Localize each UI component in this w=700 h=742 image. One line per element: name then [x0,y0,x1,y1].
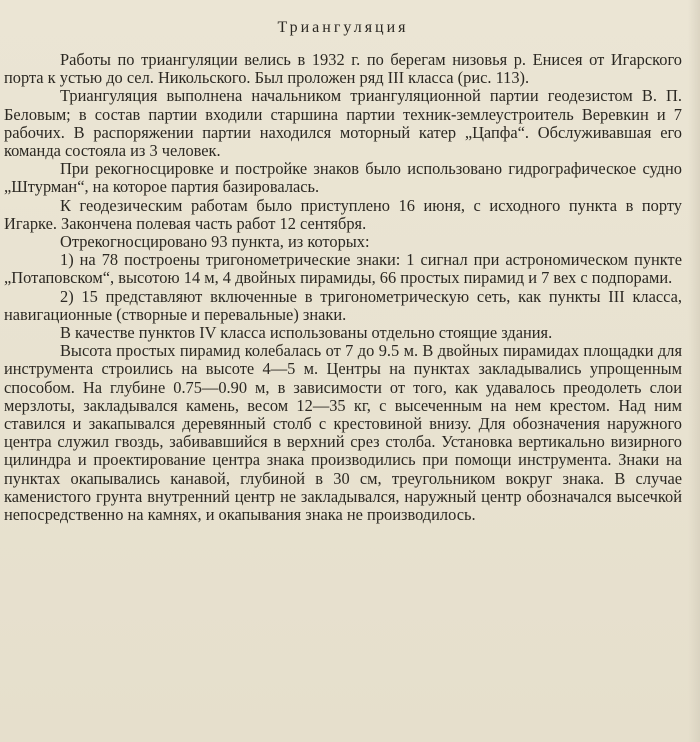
body-text [4,51,682,524]
page-edge-shadow [688,0,700,742]
paragraph-1: Работы по триангуляции велись в 1932 г. по берегам низовья р. Енисея от Игарского порта к устью до сел. Никольского. Был проложен ряд III класса (рис. 113). [4,50,682,88]
paragraph-7: Высота простых пирамид колебалась от 7 до 9.5 м. В двойных пирамидах площадки для инструмента строились на высоте 4—5 м. Центры на пунктах закладывались упрощенным способом. На глубине 0.75—0.90 м, в зависимости от того, как удавалось преодолеть слои мерзлоты, закладывался камень, весом 12—35 кг, с высеченным на нем крестом. Над ним ставился и закапывался деревянный столб с крестовиной внизу. Для обозначения наружного центра служил гвоздь, забивавшийся в верхний срез столба. Установка вертикально визирного цилиндра и проектирование центра знака производились при помощи инструмента. Знаки на пунктах окапывались канавой, глубиной в 30 см, треугольником вокруг знака. В случае каменистого грунта внутренний центр не закладывался, наружный центр обозначался высечкой непосредственно на камнях, и окапывания знака не производилось. [4,341,682,525]
paragraph-4: К геодезическим работам было приступлено 16 июня, с исходного пункта в порту Игарке. Закончена полевая часть работ 12 сентября. [4,195,682,233]
paragraph-2: Триангуляция выполнена начальником триангуляционной партии геодезистом В. П. Беловым; в состав партии входили старшина партии техник-землеустроитель Веревкин и 7 рабочих. В распоряжении партии находился моторный катер „Цапфа“. Обслуживавшая его команда состояла из 3 человек. [4,86,682,161]
list-item-1: 1) на 78 построены тригонометрические знаки: 1 сигнал при астрономическом пункте „Потаповском“, высотою 14 м, 4 двойных пирамиды, 66 простых пирамид и 7 вех с подпорами. [4,250,682,288]
list-item-2: 2) 15 представляют включенные в тригонометрическую сеть, как пункты III класса, навигационные (створные и перевальные) знаки. [4,286,682,324]
page-title: Триангуляция [277,19,409,36]
paragraph-3: При рекогносцировке и постройке знаков было использовано гидрографическое судно „Штурман“, на которое партия базировалась. [4,159,682,197]
paragraph-6: В качестве пунктов IV класса использованы отдельно стоящие здания. [60,323,553,343]
paragraph-5: Отрекогносцировано 93 пункта, из которых: [60,232,370,252]
